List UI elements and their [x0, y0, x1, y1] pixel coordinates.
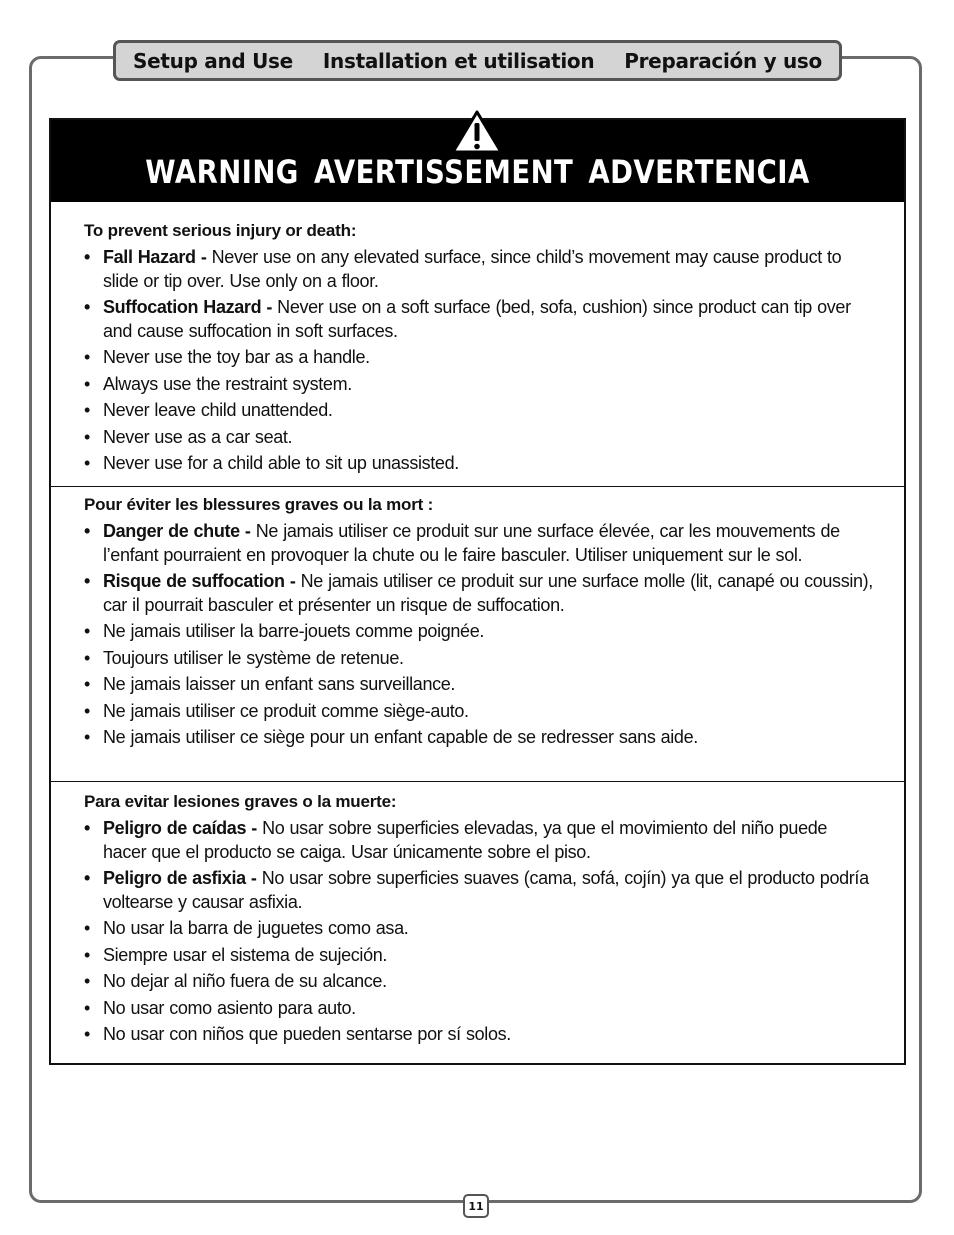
warning-title: WARNING AVERTISSEMENT ADVERTENCIA: [145, 153, 810, 191]
hazard-label: Fall Hazard -: [103, 247, 212, 267]
warning-box: [49, 118, 906, 1065]
item-text: No usar la barra de juguetes como asa.: [103, 918, 409, 938]
item-text: Ne jamais utiliser ce siège pour un enfant capable de se redresser sans aide.: [103, 727, 698, 747]
item-text: No usar sobre superficies suaves (cama, sofá, cojín) ya que el producto podría voltearse y causar asfixia.: [103, 868, 869, 912]
warning-list-item: [84, 246, 874, 293]
warning-list-item: [84, 452, 874, 476]
warning-section-en: [51, 219, 904, 479]
hazard-label: Danger de chute -: [103, 521, 256, 541]
warning-list: [84, 520, 874, 750]
item-text: Never use for a child able to sit up unassisted.: [103, 453, 459, 473]
item-text: No usar como asiento para auto.: [103, 997, 356, 1018]
warning-list-item: [84, 970, 874, 994]
section-lead: Para evitar lesiones graves o la muerte:: [84, 792, 397, 811]
warning-banner: [51, 120, 904, 202]
item-text: No dejar al niño fuera de su alcance.: [103, 971, 387, 991]
hazard-label: Risque de suffocation -: [103, 571, 301, 591]
header-title-es: Preparación y uso: [624, 48, 822, 73]
item-text: Never use the toy bar as a handle.: [103, 347, 370, 367]
item-text: Never use as a car seat.: [103, 426, 293, 447]
warning-list-item: [84, 520, 874, 567]
warning-list-item: [84, 673, 874, 697]
header-title-fr: Installation et utilisation: [322, 48, 595, 73]
warning-list-item: [84, 620, 874, 644]
item-text: No usar con niños que pueden sentarse por sí solos.: [103, 1024, 511, 1044]
hazard-label: Suffocation Hazard -: [103, 297, 278, 317]
item-text: Never use on any elevated surface, since child’s movement may cause product to slide or tip over. Use only on a floor.: [103, 247, 842, 291]
warning-list-item: [84, 373, 874, 397]
section-lead: To prevent serious injury or death:: [84, 221, 357, 240]
warning-list: [84, 817, 874, 1047]
warning-triangle-icon: [450, 109, 504, 155]
warning-list-item: [84, 817, 874, 864]
warning-list: [84, 246, 874, 476]
warning-list-item: [84, 1023, 874, 1047]
item-text: Ne jamais utiliser ce produit comme siège-auto.: [103, 700, 469, 721]
warning-list-item: [84, 917, 874, 941]
warning-list-item: [84, 346, 874, 370]
hazard-label: Peligro de caídas -: [103, 818, 263, 838]
item-text: Siempre usar el sistema de sujeción.: [103, 944, 388, 965]
item-text: Ne jamais utiliser ce produit sur une surface élevée, car les mouvements de l’enfant pourraient en provoquer la chute ou le faire basculer. Utiliser uniquement sur le sol.: [103, 521, 840, 565]
hazard-label: Peligro de asfixia -: [103, 868, 262, 888]
section-divider: [51, 486, 904, 487]
item-text: Ne jamais utiliser la barre-jouets comme poignée.: [103, 621, 485, 641]
section-divider: [51, 781, 904, 782]
warning-list-item: [84, 570, 874, 617]
warning-list-item: [84, 997, 874, 1021]
warning-list-item: [84, 944, 874, 968]
item-text: Always use the restraint system.: [103, 373, 352, 394]
page-number: 11: [463, 1194, 489, 1218]
warning-list-item: [84, 647, 874, 671]
header-title-en: Setup and Use: [133, 48, 293, 73]
item-text: Ne jamais laisser un enfant sans surveillance.: [103, 674, 456, 694]
warning-list-item: [84, 700, 874, 724]
warning-section-es: [51, 790, 904, 1050]
section-lead: Pour éviter les blessures graves ou la mort :: [84, 495, 434, 514]
section-header-tab: [113, 40, 842, 81]
warning-list-item: [84, 399, 874, 423]
item-text: Toujours utiliser le système de retenue.: [103, 647, 404, 668]
warning-list-item: [84, 426, 874, 450]
warning-list-item: [84, 296, 874, 343]
item-text: Never use on a soft surface (bed, sofa, cushion) since product can tip over and cause suffocation in soft surfaces.: [103, 297, 851, 341]
warning-list-item: [84, 867, 874, 914]
item-text: Ne jamais utiliser ce produit sur une surface molle (lit, canapé ou coussin), car il pourrait basculer et présenter un risque de suffocation.: [103, 571, 873, 615]
warning-list-item: [84, 726, 874, 750]
item-text: No usar sobre superficies elevadas, ya que el movimiento del niño puede hacer que el producto se caiga. Usar únicamente sobre el piso.: [103, 818, 828, 862]
warning-section-fr: [51, 493, 904, 753]
item-text: Never leave child unattended.: [103, 400, 333, 420]
